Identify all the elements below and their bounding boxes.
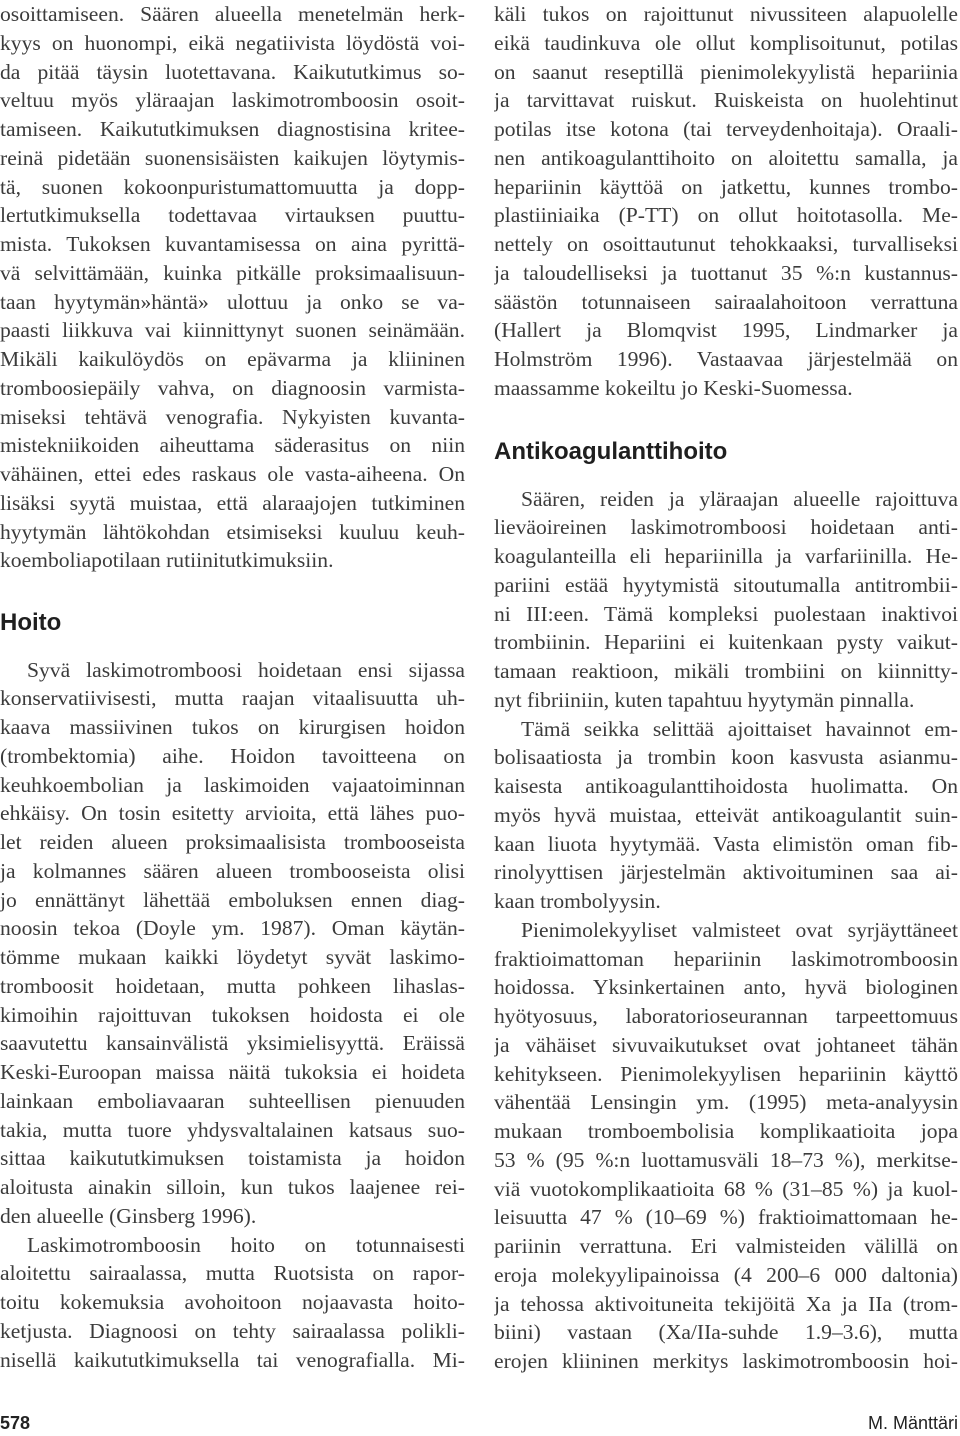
text-line: osoittamiseen. Säären alueella menetelmän herk- [0,2,465,26]
text-line: nettely on osoittautunut tehokkaaksi, turvalliseksi [494,232,958,256]
text-line: vähäinen, ettei edes raskaus ole vasta-aiheena. On [0,462,465,486]
text-line: rinolyyttisen järjestelmän aktivoituminen saa ai- [494,860,958,885]
text-line: vähentää Lensingin ym. (1995) meta-analyysin [494,1090,958,1115]
text-line: nen antikoagulanttihoito on aloitettu samalla, ja [494,145,958,170]
text-line: ja taloudelliseksi ja tuottanut 35 %:n kustannus- [494,260,958,285]
text-line: (Hallert ja Blomqvist 1995, Lindmarker ja [494,318,958,343]
text-line: kaan liuota hyytymää. Vasta elimistön oman fib- [494,831,958,856]
text-line: ja kolmannes säären alueen trombooseista olisi [0,858,465,883]
paragraph [0,656,465,1231]
text-line: mukaan tromboembolisia komplikaatioita jopa [494,1119,958,1143]
text-line: myös hyvä muistaa, etteivät antikoagulantit suin- [494,802,958,827]
text-line: nyt fibriiniin, kuten tapahtuu hyytymän pinnalla. [494,687,915,712]
text-line: reinä pidetään suonensisäisten kaikujen löytymis- [0,145,465,170]
text-line: lertutkimuksella todettavaa virtauksen puuttu- [0,203,465,228]
text-line: Keski-Euroopan maissa näitä tukoksia ei hoideta [0,1060,465,1084]
author-name: M. Mänttäri [867,1413,958,1433]
text-line: tromboosiepäily vahva, on diagnoosin varmista- [0,375,465,400]
text-line: ja vähäiset sivuvaikutukset ovat johtaneet tähän [494,1032,958,1057]
text-line: Holmström 1996). Vastaavaa järjestelmää on [494,347,958,371]
text-line: bolisaatiosta ja trombin koon kasvusta asianmu- [494,745,958,770]
text-line: potilas itse kotona (tai terveydenhoitaja). Oraali- [494,117,958,141]
text-line: da pitää täysin luotettavana. Kaikututkimus so- [0,59,465,84]
text-line: Säären, reiden ja yläraajan alueelle rajoittuva [521,486,958,511]
text-line: tä, suonen kokoonpuristumattomuutta ja dopp- [0,174,465,199]
text-line: mista. Tukoksen kuvantamisessa on aina pyrittä- [0,232,465,256]
text-line: miseksi tehtävä venografia. Nykyisten kuvanta- [0,404,465,429]
text-line: ehkäisy. On tosin esitetty arvioita, että lähes puo- [0,801,465,826]
text-line: ni III:een. Tämä kompleksi puolestaan inaktivoi [494,601,958,626]
text-line: kyys on huonompi, eikä negatiivista löydöstä voi- [0,30,465,55]
section-heading-antikoagulanttihoito: Antikoagulanttihoito [494,438,728,465]
text-line: biini) vastaan (Xa/IIa-suhde 1.9–3.6), mutta [494,1320,958,1345]
text-line: trombiinin. Hepariini ei kuitenkaan pysty vaikut- [494,630,958,655]
text-line: aloitettu sairaalassa, mutta Ruotsista on rapor- [0,1261,465,1286]
text-line: 53 % (95 %:n luottamusväli 18–73 %), merkitse- [494,1147,958,1172]
text-line: ketjusta. Diagnoosi on tehty sairaalassa polikli- [0,1318,465,1343]
text-line: hyytymän lähtökohdan etsimiseksi kuuluu keuh- [0,519,465,544]
text-line: toitu kokemuksia avohoitoon nojaavasta hoito- [0,1290,465,1314]
text-line: vä selvittämään, kuinka pitkälle proksimaalisuun- [0,260,465,285]
text-line: Mikäli kaikulöydös on epävarma ja kliininen [0,347,465,371]
text-line: lainkaan emboliavaaran suhteellisen pienuuden [0,1088,465,1113]
text-line: käli tukos on rajoittunut nivussiteen alapuolelle [494,2,958,26]
text-line: taan hyytymän»häntä» ulottuu ja onko se va- [0,289,465,314]
text-line: sittaa kaikututkimuksen toistamista ja hoidon [0,1146,465,1171]
text-line: hoidossa. Yksinkertainen anto, hyvä biologinen [494,975,958,1000]
text-line: tömme mukaan kaikki löydetyt syvät laskimo- [0,945,465,969]
text-line: hepariinin käyttöä on jatkettu, kunnes trombo- [494,174,958,199]
text-line: lisäksi syytä muistaa, että alaraajojen tutkiminen [0,490,465,515]
text-line: tamaan reaktioon, mikäli trombiini on kiinnitty- [494,659,958,683]
text-line: Syvä laskimotromboosi hoidetaan ensi sijassa [27,657,465,682]
text-line: paasti liikkuva vai kiinnittynyt suonen seinämään. [0,318,465,343]
page-number: 578 [0,1413,31,1433]
text-line: ja tehossa aktivoituneita tekijöitä Xa ja IIa (trom- [494,1291,958,1316]
text-line: fraktioimattoman hepariinin laskimotromboosin [494,946,958,971]
section-heading-hoito: Hoito [0,609,62,636]
text-line: koemboliapotilaan rutiinitutkimuksiin. [0,548,334,573]
right-column-section-body [494,485,958,1376]
text-line: keuhkoembolian ja laskimoiden vajaatoiminnan [0,772,465,797]
text-line: viä vuotokomplikaatioita 68 % (31–85 %) ja kuol- [494,1176,958,1201]
text-line: tromboosit hoidetaan, mutta pohkeen lihaslas- [0,973,465,998]
text-line: hyötyosuus, laboratorioseurannan tarpeettomuus [494,1004,958,1028]
paragraph [494,485,958,715]
text-line: nisellä kaikututkimuksella tai venografialla. Mi- [0,1347,465,1372]
text-line: lieväoireinen laskimotromboosi hoidetaan anti- [494,515,958,540]
text-line: kaava massiivinen tukos on kirurgisen hoidon [0,715,465,739]
text-line: kimoihin rajoittuvan tukoksen hoidosta ei ole [0,1002,465,1027]
text-line: tamiseen. Kaikututkimuksen diagnostisina kritee- [0,117,465,141]
paragraph [0,1231,465,1375]
text-line: kaan trombolyysin. [494,889,661,913]
text-line: plastiiniaika (P-TT) on ollut hoitotasolla. Me- [494,203,958,228]
left-column-section-body [0,656,465,1375]
text-line: eikä taudinkuva ole ollut komplisoitunut, potilas [494,30,958,55]
text-line: takia, mutta tuore yhdysvaltalainen katsaus suo- [0,1117,465,1142]
text-line: konservatiivisesti, mutta raajan vitaalisuutta uh- [0,686,465,711]
text-line: mistekniikoiden aiheuttama säderasitus on niin [0,433,465,458]
text-line: maassamme kokeiltu jo Keski-Suomessa. [494,375,853,400]
text-line: Laskimotromboosin hoito on totunnaisesti [27,1232,465,1257]
text-line: den alueelle (Ginsberg 1996). [0,1203,257,1228]
text-line: aloitusta ainakin silloin, kun tukos laajenee rei- [0,1175,465,1199]
paragraph [494,715,958,916]
text-line: Tämä seikka selittää ajoittaiset havainnot em- [521,716,958,741]
text-line: veltuu myös yläraajan laskimotromboosin osoit- [0,88,465,113]
text-line: pariinin verrattuna. Eri valmisteiden välillä on [494,1234,958,1258]
text-line: eroja molekyylipainoissa (4 200–6 000 daltonia) [494,1262,958,1287]
text-line: kaisesta antikoagulanttihoidosta huolimatta. On [494,774,958,798]
text-line: ja tarvittavat ruiskut. Ruiskeista on huolehtinut [494,88,958,113]
text-line: on saanut reseptillä pienimolekyylistä hepariinia [494,59,958,84]
text-line: noosin tekoa (Doyle ym. 1987). Oman käytän- [0,916,465,941]
text-line: erojen kliininen merkitys laskimotromboosin hoi- [494,1349,958,1373]
paragraph [494,916,958,1376]
text-line: säästön totunnaiseen sairaalahoitoon verrattuna [494,289,958,314]
text-line: kehitykseen. Pienimolekyylisen hepariinin käyttö [494,1061,958,1086]
right-column-intro-paragraph [494,0,958,403]
text-line: saavutettu kansainvälistä yksimielisyyttä. Eräissä [0,1031,465,1056]
text-line: let reiden alueen proksimaalisista trombooseista [0,830,465,854]
text-line: Pienimolekyyliset valmisteet ovat syrjäyttäneet [521,917,958,942]
text-line: leisuutta 47 % (10–69 %) fraktioimattomaan he- [494,1205,958,1230]
text-line: jo ennättänyt lähettää emboluksen ennen diag- [0,887,465,912]
left-column-intro-paragraph [0,0,465,575]
text-line: (trombektomia) aihe. Hoidon tavoitteena on [0,743,465,768]
text-line: koagulanteilla eli hepariinilla ja varfariinilla. He- [494,544,958,568]
text-line: pariini estää hyytymistä sitoutumalla antitrombii- [494,572,958,597]
